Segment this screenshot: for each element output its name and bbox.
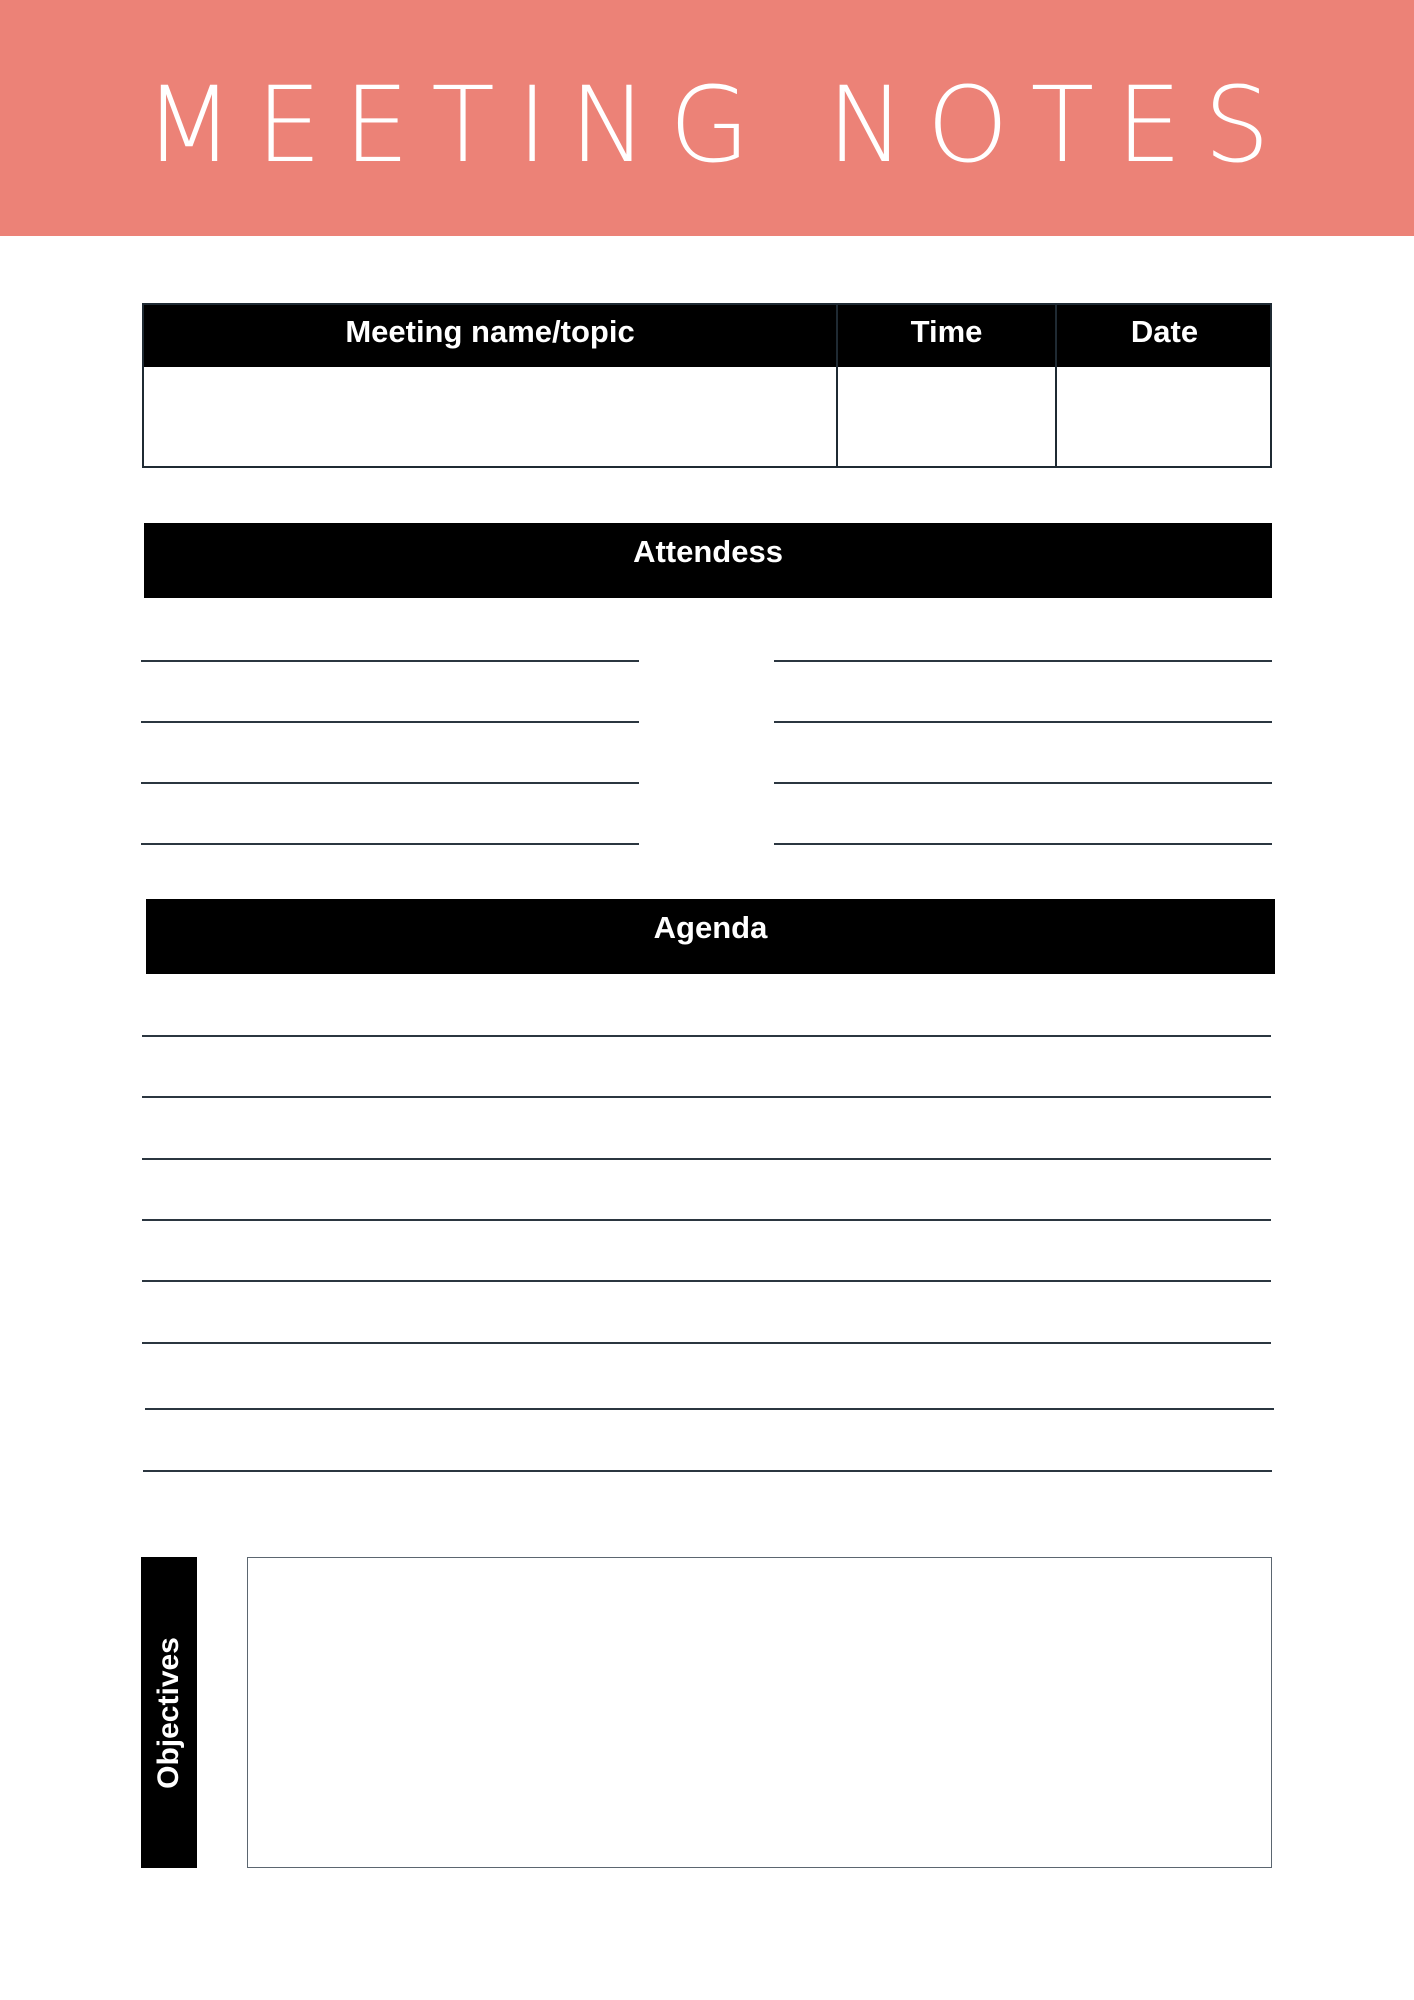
time-field[interactable] (838, 367, 1055, 468)
agenda-heading: Agenda (653, 910, 768, 945)
attendee-line[interactable] (141, 660, 639, 662)
agenda-line[interactable] (143, 1470, 1272, 1472)
attendee-line[interactable] (141, 721, 639, 723)
agenda-line[interactable] (145, 1408, 1274, 1410)
attendees-heading-bar (144, 523, 1272, 598)
agenda-line[interactable] (142, 1158, 1271, 1160)
date-field[interactable] (1057, 367, 1272, 468)
agenda-heading-bar (146, 899, 1275, 974)
page-title: MEETING NOTES (144, 64, 1292, 186)
attendee-line[interactable] (774, 843, 1272, 845)
agenda-line[interactable] (142, 1219, 1271, 1221)
attendee-line[interactable] (774, 782, 1272, 784)
meeting-info-table (142, 303, 1272, 468)
date-header: Date (1130, 314, 1199, 349)
header-band (0, 0, 1414, 236)
objectives-tab (141, 1557, 197, 1868)
objectives-field[interactable] (247, 1557, 1272, 1868)
attendee-line[interactable] (774, 721, 1272, 723)
attendee-line[interactable] (774, 660, 1272, 662)
time-header: Time (910, 314, 983, 349)
attendee-line[interactable] (141, 782, 639, 784)
agenda-line[interactable] (142, 1342, 1271, 1344)
objectives-label: Objectives (152, 1636, 185, 1789)
agenda-line[interactable] (142, 1096, 1271, 1098)
meeting-topic-field[interactable] (144, 367, 836, 468)
meeting-topic-header: Meeting name/topic (345, 314, 635, 349)
attendee-line[interactable] (141, 843, 639, 845)
agenda-line[interactable] (142, 1035, 1271, 1037)
agenda-line[interactable] (142, 1280, 1271, 1282)
attendees-heading: Attendess (633, 534, 783, 569)
